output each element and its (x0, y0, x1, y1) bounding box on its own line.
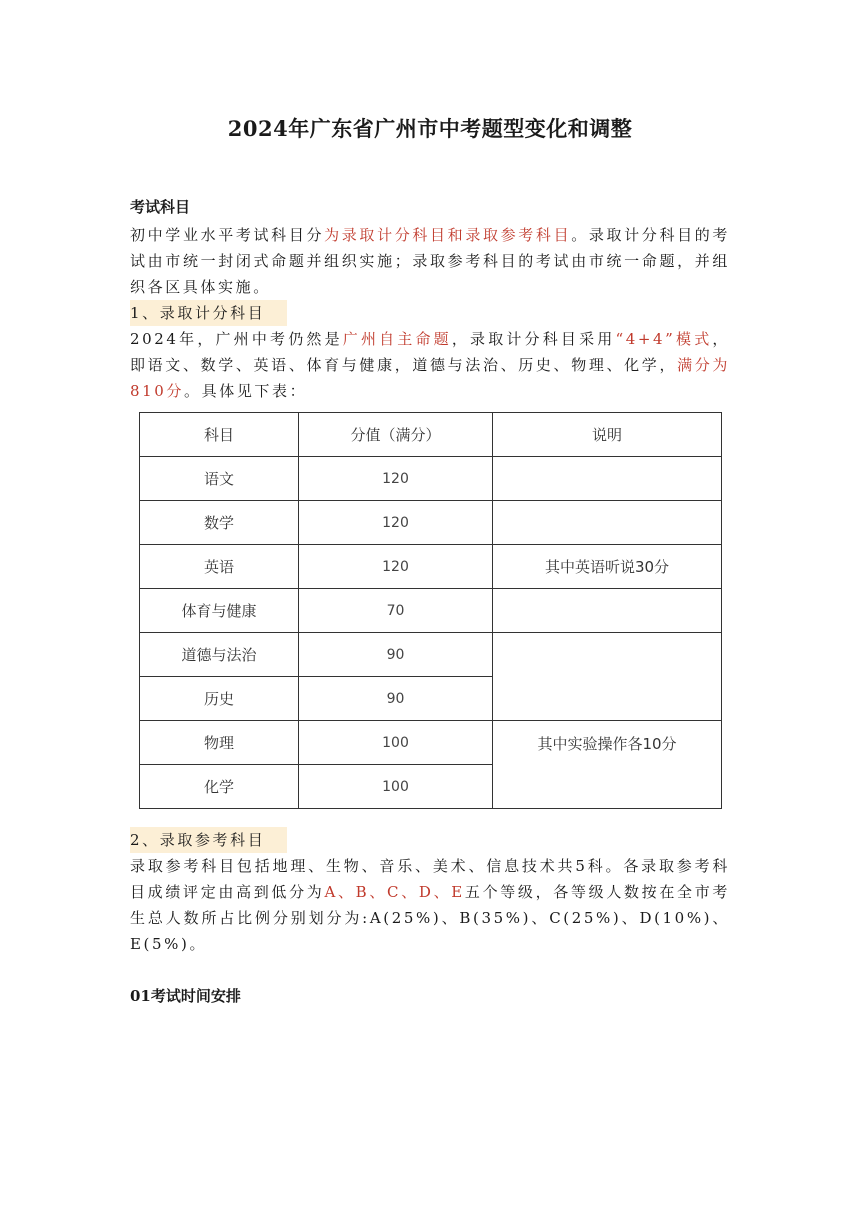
score-table (139, 412, 722, 809)
page-title: 2024年广东省广州市中考题型变化和调整 (227, 116, 633, 141)
table-row (140, 545, 722, 589)
highlight-text-red: A、B、C、D、E (324, 883, 465, 901)
cell-subject: 道德与法治 (140, 633, 299, 677)
cell-note-english: 其中英语听说30分 (493, 545, 722, 589)
cell-subject: 英语 (140, 545, 299, 589)
table-row (140, 721, 722, 765)
text-run: 。具体见下表： (184, 382, 308, 400)
text-run: 录取参考科目包括地理、生物、音乐、美术、信息技术共5科。各录取参考科目成绩评定由高到低分为 (130, 857, 730, 901)
text-run: ，录取计分科目采用 (451, 330, 616, 348)
cell-score: 90 (299, 633, 493, 677)
header-score: 分值（满分） (299, 413, 493, 457)
content-top (130, 196, 730, 404)
table-row (140, 589, 722, 633)
cell-score: 120 (299, 545, 493, 589)
cell-score: 90 (299, 677, 493, 721)
cell-note-lab: 其中实验操作各10分 (493, 721, 722, 809)
cell-score: 120 (299, 457, 493, 501)
cell-subject: 化学 (140, 765, 299, 809)
subheading-scored-subjects: 1、录取计分科目 (130, 300, 287, 326)
cell-note-empty (493, 633, 722, 721)
cell-score: 70 (299, 589, 493, 633)
table-row (140, 501, 722, 545)
cell-score: 120 (299, 501, 493, 545)
cell-subject: 语文 (140, 457, 299, 501)
highlight-text-red: 满分为810分 (130, 356, 730, 400)
section-heading-exam-subjects: 考试科目 (130, 198, 191, 216)
paragraph-subjects-intro (130, 222, 730, 300)
cell-note-empty (493, 457, 722, 501)
table-header-row (140, 413, 722, 457)
header-note: 说明 (493, 413, 722, 457)
highlight-text-red: “4+4”模式 (615, 330, 713, 348)
cell-note-empty (493, 501, 722, 545)
paragraph-scored-subjects (130, 326, 730, 404)
cell-score: 100 (299, 765, 493, 809)
paragraph-reference-subjects (130, 853, 730, 957)
cell-subject: 历史 (140, 677, 299, 721)
cell-subject: 物理 (140, 721, 299, 765)
table-row (140, 633, 722, 677)
text-run: 初中学业水平考试科目分 (130, 226, 325, 244)
text-run: 2024年，广州中考仍然是 (130, 330, 343, 348)
table-row (140, 457, 722, 501)
cell-note-empty (493, 589, 722, 633)
text-run: 五个等级，各等级人数按在全市考生总人数所占比例分别划分为:A(25%)、B(35%)、C(25%)、D(10%)、E(5%)。 (130, 883, 730, 953)
highlight-text-red: 为录取计分科目和录取参考科目 (324, 226, 572, 244)
section-heading-exam-schedule: 01考试时间安排 (130, 987, 241, 1005)
text-run: 。录取计分科目的考试由市统一封闭式命题并组织实施；录取参考科目的考试由市统一命题，并组织各区具体实施。 (130, 226, 731, 296)
cell-score: 100 (299, 721, 493, 765)
highlight-text-red: 广州自主命题 (342, 330, 452, 348)
cell-subject: 数学 (140, 501, 299, 545)
text-run: ，即语文、数学、英语、体育与健康，道德与法治、历史、物理、化学， (130, 330, 730, 374)
subheading-reference-subjects: 2、录取参考科目 (130, 827, 287, 853)
content-bottom (130, 827, 730, 1007)
header-subject: 科目 (140, 413, 299, 457)
cell-subject: 体育与健康 (140, 589, 299, 633)
